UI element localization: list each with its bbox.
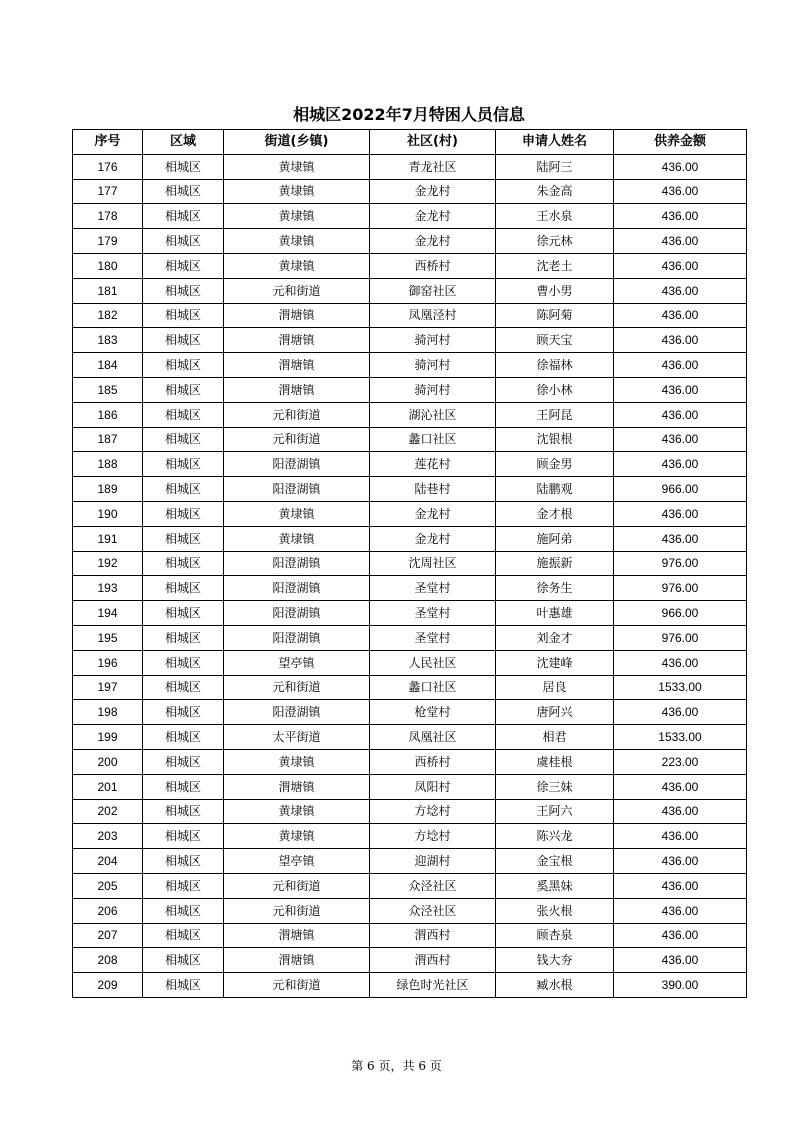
cell-community: 众泾社区 [370,898,496,923]
cell-community: 沈周社区 [370,551,496,576]
cell-amount: 436.00 [614,700,747,725]
cell-community: 方埝村 [370,824,496,849]
header-street: 街道(乡镇) [224,130,370,155]
cell-community: 金龙村 [370,501,496,526]
header-amount: 供养金额 [614,130,747,155]
cell-amount: 436.00 [614,328,747,353]
cell-amount: 1533.00 [614,725,747,750]
cell-community: 众泾社区 [370,873,496,898]
cell-index: 193 [73,576,143,601]
cell-amount: 1533.00 [614,675,747,700]
cell-district: 相城区 [143,601,224,626]
cell-index: 206 [73,898,143,923]
cell-district: 相城区 [143,452,224,477]
cell-community: 湖沁社区 [370,402,496,427]
cell-amount: 436.00 [614,303,747,328]
table-row [73,650,747,675]
cell-index: 178 [73,204,143,229]
table-row [73,427,747,452]
cell-street: 阳澄湖镇 [224,625,370,650]
cell-amount: 436.00 [614,402,747,427]
cell-amount: 223.00 [614,749,747,774]
cell-street: 黄埭镇 [224,204,370,229]
cell-amount: 436.00 [614,229,747,254]
cell-applicant: 徐福林 [496,353,614,378]
header-district: 区域 [143,130,224,155]
cell-amount: 436.00 [614,923,747,948]
cell-street: 黄埭镇 [224,749,370,774]
table-row [73,278,747,303]
cell-community: 枪堂村 [370,700,496,725]
cell-district: 相城区 [143,501,224,526]
cell-district: 相城区 [143,923,224,948]
cell-index: 194 [73,601,143,626]
cell-community: 凤阳村 [370,774,496,799]
document-title: 相城区2022年7月特困人员信息 [293,105,525,124]
cell-index: 177 [73,179,143,204]
cell-street: 望亭镇 [224,849,370,874]
cell-amount: 436.00 [614,650,747,675]
table-row [73,253,747,278]
cell-community: 青龙社区 [370,154,496,179]
cell-index: 182 [73,303,143,328]
cell-applicant: 徐元林 [496,229,614,254]
cell-district: 相城区 [143,675,224,700]
cell-district: 相城区 [143,551,224,576]
cell-amount: 436.00 [614,452,747,477]
cell-index: 186 [73,402,143,427]
table-row [73,576,747,601]
cell-district: 相城区 [143,973,224,998]
cell-index: 202 [73,799,143,824]
cell-applicant: 王水泉 [496,204,614,229]
cell-index: 208 [73,948,143,973]
cell-community: 渭西村 [370,948,496,973]
cell-district: 相城区 [143,427,224,452]
page-footer: 第 6 页，共 6 页 [351,1059,442,1073]
cell-community: 金龙村 [370,526,496,551]
cell-district: 相城区 [143,303,224,328]
cell-district: 相城区 [143,799,224,824]
table-header-row [73,130,747,155]
cell-street: 渭塘镇 [224,923,370,948]
table-row [73,625,747,650]
cell-amount: 436.00 [614,278,747,303]
table-row [73,675,747,700]
cell-amount: 436.00 [614,526,747,551]
cell-district: 相城区 [143,725,224,750]
table-row [73,873,747,898]
header-community: 社区(村) [370,130,496,155]
table-row [73,749,747,774]
cell-community: 蠡口社区 [370,427,496,452]
cell-street: 黄埭镇 [224,179,370,204]
cell-applicant: 徐务生 [496,576,614,601]
cell-amount: 436.00 [614,353,747,378]
table-row [73,824,747,849]
cell-amount: 436.00 [614,427,747,452]
cell-community: 金龙村 [370,179,496,204]
cell-applicant: 王阿六 [496,799,614,824]
cell-street: 黄埭镇 [224,229,370,254]
cell-applicant: 朱金高 [496,179,614,204]
roster-table [72,129,747,998]
cell-applicant: 徐小林 [496,377,614,402]
cell-amount: 436.00 [614,253,747,278]
table-row [73,799,747,824]
cell-amount: 966.00 [614,601,747,626]
cell-community: 金龙村 [370,204,496,229]
cell-applicant: 金才根 [496,501,614,526]
cell-street: 阳澄湖镇 [224,477,370,502]
cell-applicant: 臧水根 [496,973,614,998]
cell-applicant: 沈建峰 [496,650,614,675]
cell-index: 176 [73,154,143,179]
cell-district: 相城区 [143,873,224,898]
cell-street: 元和街道 [224,427,370,452]
cell-community: 西桥村 [370,749,496,774]
cell-community: 凤凰社区 [370,725,496,750]
cell-index: 189 [73,477,143,502]
cell-street: 阳澄湖镇 [224,700,370,725]
cell-applicant: 刘金才 [496,625,614,650]
cell-district: 相城区 [143,204,224,229]
cell-applicant: 张火根 [496,898,614,923]
table-row [73,700,747,725]
table-body [73,154,747,997]
cell-index: 196 [73,650,143,675]
cell-district: 相城区 [143,253,224,278]
cell-applicant: 陆阿三 [496,154,614,179]
cell-district: 相城区 [143,377,224,402]
table-row [73,154,747,179]
cell-index: 204 [73,849,143,874]
table-row [73,328,747,353]
cell-amount: 436.00 [614,824,747,849]
cell-district: 相城区 [143,824,224,849]
cell-street: 元和街道 [224,402,370,427]
cell-district: 相城区 [143,749,224,774]
cell-amount: 436.00 [614,849,747,874]
cell-community: 陆巷村 [370,477,496,502]
cell-district: 相城区 [143,477,224,502]
cell-street: 渭塘镇 [224,948,370,973]
cell-street: 元和街道 [224,675,370,700]
table-row [73,179,747,204]
cell-applicant: 徐三妹 [496,774,614,799]
table-row [73,477,747,502]
cell-community: 西桥村 [370,253,496,278]
cell-community: 圣堂村 [370,576,496,601]
cell-applicant: 施阿弟 [496,526,614,551]
cell-street: 望亭镇 [224,650,370,675]
cell-index: 209 [73,973,143,998]
cell-applicant: 唐阿兴 [496,700,614,725]
cell-applicant: 王阿昆 [496,402,614,427]
cell-community: 绿色时光社区 [370,973,496,998]
cell-amount: 436.00 [614,873,747,898]
cell-district: 相城区 [143,278,224,303]
table-row [73,725,747,750]
cell-district: 相城区 [143,229,224,254]
cell-index: 201 [73,774,143,799]
cell-amount: 436.00 [614,898,747,923]
cell-street: 阳澄湖镇 [224,601,370,626]
cell-district: 相城区 [143,948,224,973]
cell-applicant: 沈老土 [496,253,614,278]
cell-district: 相城区 [143,898,224,923]
cell-district: 相城区 [143,402,224,427]
cell-applicant: 施振新 [496,551,614,576]
cell-index: 198 [73,700,143,725]
cell-index: 197 [73,675,143,700]
cell-index: 207 [73,923,143,948]
cell-community: 骑河村 [370,353,496,378]
cell-amount: 966.00 [614,477,747,502]
cell-district: 相城区 [143,700,224,725]
table-row [73,204,747,229]
cell-applicant: 奚黑妹 [496,873,614,898]
cell-district: 相城区 [143,154,224,179]
cell-district: 相城区 [143,576,224,601]
header-index: 序号 [73,130,143,155]
cell-community: 蠡口社区 [370,675,496,700]
cell-applicant: 叶惠雄 [496,601,614,626]
cell-district: 相城区 [143,179,224,204]
cell-index: 187 [73,427,143,452]
cell-street: 阳澄湖镇 [224,551,370,576]
cell-amount: 976.00 [614,625,747,650]
cell-community: 人民社区 [370,650,496,675]
cell-index: 200 [73,749,143,774]
cell-community: 凤凰泾村 [370,303,496,328]
table-row [73,377,747,402]
cell-applicant: 顾金男 [496,452,614,477]
cell-street: 渭塘镇 [224,377,370,402]
header-applicant: 申请人姓名 [496,130,614,155]
cell-street: 渭塘镇 [224,303,370,328]
cell-amount: 976.00 [614,576,747,601]
cell-index: 179 [73,229,143,254]
cell-street: 阳澄湖镇 [224,452,370,477]
table-row [73,402,747,427]
cell-index: 203 [73,824,143,849]
cell-district: 相城区 [143,650,224,675]
cell-community: 金龙村 [370,229,496,254]
table-row [73,849,747,874]
cell-street: 元和街道 [224,873,370,898]
cell-index: 180 [73,253,143,278]
table-row [73,601,747,626]
table-row [73,452,747,477]
cell-street: 黄埭镇 [224,154,370,179]
table-row [73,948,747,973]
cell-street: 黄埭镇 [224,253,370,278]
table-row [73,551,747,576]
cell-amount: 436.00 [614,204,747,229]
cell-amount: 436.00 [614,179,747,204]
cell-index: 195 [73,625,143,650]
table-row [73,774,747,799]
cell-district: 相城区 [143,774,224,799]
cell-street: 元和街道 [224,973,370,998]
cell-amount: 976.00 [614,551,747,576]
cell-district: 相城区 [143,328,224,353]
cell-community: 圣堂村 [370,625,496,650]
table-row [73,303,747,328]
table-row [73,526,747,551]
cell-district: 相城区 [143,526,224,551]
cell-community: 圣堂村 [370,601,496,626]
cell-amount: 436.00 [614,774,747,799]
table-row [73,973,747,998]
table-row [73,898,747,923]
cell-index: 184 [73,353,143,378]
cell-street: 太平街道 [224,725,370,750]
cell-index: 199 [73,725,143,750]
cell-applicant: 陆鹏观 [496,477,614,502]
cell-applicant: 居良 [496,675,614,700]
cell-district: 相城区 [143,353,224,378]
cell-community: 御窑社区 [370,278,496,303]
cell-street: 元和街道 [224,278,370,303]
cell-applicant: 顾杏泉 [496,923,614,948]
cell-index: 188 [73,452,143,477]
table-row [73,353,747,378]
cell-amount: 436.00 [614,948,747,973]
cell-street: 黄埭镇 [224,799,370,824]
cell-street: 渭塘镇 [224,353,370,378]
cell-community: 骑河村 [370,328,496,353]
cell-index: 181 [73,278,143,303]
cell-street: 黄埭镇 [224,824,370,849]
cell-applicant: 金宝根 [496,849,614,874]
cell-index: 205 [73,873,143,898]
cell-street: 阳澄湖镇 [224,576,370,601]
table-row [73,229,747,254]
cell-amount: 436.00 [614,154,747,179]
cell-amount: 436.00 [614,501,747,526]
cell-applicant: 曹小男 [496,278,614,303]
cell-community: 迎湖村 [370,849,496,874]
cell-applicant: 沈银根 [496,427,614,452]
cell-applicant: 陈兴龙 [496,824,614,849]
cell-district: 相城区 [143,849,224,874]
cell-applicant: 钱大夯 [496,948,614,973]
cell-amount: 390.00 [614,973,747,998]
cell-index: 191 [73,526,143,551]
cell-community: 方埝村 [370,799,496,824]
cell-amount: 436.00 [614,799,747,824]
cell-index: 190 [73,501,143,526]
cell-street: 元和街道 [224,898,370,923]
cell-applicant: 虞桂根 [496,749,614,774]
cell-community: 渭西村 [370,923,496,948]
cell-applicant: 顾天宝 [496,328,614,353]
cell-district: 相城区 [143,625,224,650]
cell-street: 黄埭镇 [224,501,370,526]
cell-index: 192 [73,551,143,576]
cell-amount: 436.00 [614,377,747,402]
cell-community: 骑河村 [370,377,496,402]
cell-applicant: 相君 [496,725,614,750]
cell-street: 渭塘镇 [224,774,370,799]
cell-index: 183 [73,328,143,353]
cell-street: 渭塘镇 [224,328,370,353]
table-row [73,923,747,948]
cell-community: 莲花村 [370,452,496,477]
cell-index: 185 [73,377,143,402]
cell-applicant: 陈阿菊 [496,303,614,328]
table-row [73,501,747,526]
cell-street: 黄埭镇 [224,526,370,551]
